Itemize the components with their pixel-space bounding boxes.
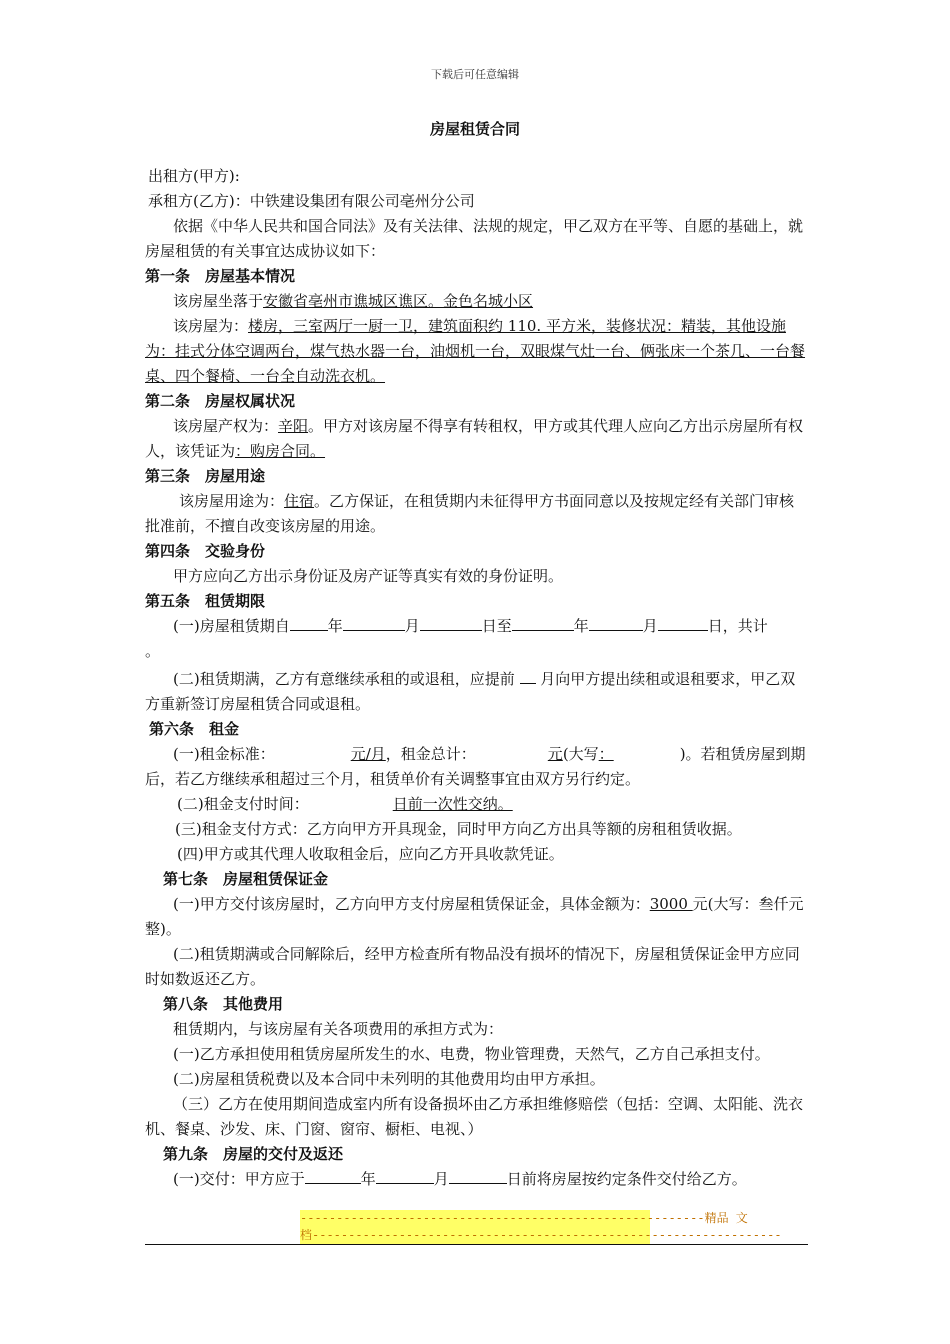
footer-watermark: --------------------------------------------------------精品 文 档----------------------------------------------------------------- bbox=[300, 1211, 782, 1242]
article-1-description: 该房屋为：楼房，三室两厅一厨一卫，建筑面积约 110. 平方米，装修状况：精装，其他设施为：挂式分体空调两台，煤气热水器一台，油烟机一台，双眼煤气灶一台、俩张床一个茶几、一台餐桌、四个餐椅、一台全自动洗衣机。 bbox=[145, 317, 806, 385]
article-3-heading: 第三条 房屋用途 bbox=[145, 467, 266, 485]
article-9-delivery: (一)交付：甲方应于 年 月 日前将房屋按约定条件交付给乙方。 bbox=[173, 1170, 747, 1188]
intro-paragraph: 依据《中华人民共和国合同法》及有关法律、法规的规定，甲乙双方在平等、自愿的基础上，就房屋租赁的有关事宜达成协议如下： bbox=[145, 217, 804, 260]
blank-field[interactable] bbox=[658, 616, 708, 631]
article-7-refund: (二)租赁期满或合同解除后，经甲方检查所有物品没有损坏的情况下，房屋租赁保证金甲方应同时如数返还乙方。 bbox=[145, 945, 800, 988]
article-8-item-2: (二)房屋租赁税费以及本合同中未列明的其他费用均由甲方承担。 bbox=[173, 1070, 605, 1088]
article-7-heading: 第七条 房屋租赁保证金 bbox=[163, 870, 329, 888]
lessee-line: 承租方(乙方)：中铁建设集团有限公司亳州分公司 bbox=[148, 192, 475, 210]
contract-body bbox=[145, 164, 809, 1192]
article-4-heading: 第四条 交验身份 bbox=[145, 542, 266, 560]
header-note: 下载后可任意编辑 bbox=[431, 68, 519, 81]
article-6-heading: 第六条 租金 bbox=[149, 720, 240, 738]
article-6-payment-method: (三)租金支付方式：乙方向甲方开具现金，同时甲方向乙方出具等额的房租租赁收据。 bbox=[175, 820, 742, 838]
blank-field[interactable] bbox=[343, 616, 405, 631]
article-8-item-3: （三）乙方在使用期间造成室内所有设备损坏由乙方承担维修赔偿（包括：空调、太阳能、洗衣机、餐桌、沙发、床、门窗、窗帘、橱柜、电视、） bbox=[145, 1095, 804, 1138]
article-1-location: 该房屋坐落于安徽省亳州市谯城区谯区。金色名城小区 bbox=[173, 292, 534, 310]
article-5-heading: 第五条 租赁期限 bbox=[145, 592, 266, 610]
blank-field[interactable] bbox=[449, 1169, 507, 1184]
article-6-rent-standard: (一)租金标准： 元/月，租金总计： 元(大写： )。若租赁房屋到期后，若乙方继续承租超过三个月，租赁单价有关调整事宜由双方另行约定。 bbox=[145, 745, 806, 788]
article-5-term: (一)房屋租赁期自 年 月 日至 年 月 日，共计 。 bbox=[145, 617, 768, 660]
article-9-heading: 第九条 房屋的交付及返还 bbox=[163, 1145, 344, 1163]
blank-field[interactable] bbox=[589, 616, 643, 631]
article-5-renewal: (二)租赁期满，乙方有意继续承租的或退租，应提前 月向甲方提出续租或退租要求，甲乙双方重新签订房屋租赁合同或退租。 bbox=[145, 670, 796, 713]
article-6-payment-time: (二)租金支付时间： 日前一次性交纳。 bbox=[177, 795, 513, 813]
footer-divider bbox=[145, 1244, 808, 1245]
blank-field[interactable] bbox=[512, 616, 574, 631]
blank-field[interactable] bbox=[376, 1169, 434, 1184]
document-title: 房屋租赁合同 bbox=[429, 120, 520, 138]
blank-field[interactable] bbox=[305, 1169, 361, 1184]
blank-field[interactable] bbox=[290, 616, 328, 631]
article-6-receipt: (四)甲方或其代理人收取租金后，应向乙方开具收款凭证。 bbox=[177, 845, 564, 863]
article-4-paragraph: 甲方应向乙方出示身份证及房产证等真实有效的身份证明。 bbox=[173, 567, 564, 585]
article-1-heading: 第一条 房屋基本情况 bbox=[145, 267, 296, 285]
article-8-item-1: (一)乙方承担使用租赁房屋所发生的水、电费，物业管理费，天然气，乙方自己承担支付。 bbox=[173, 1045, 770, 1063]
article-3-paragraph: 该房屋用途为：住宿。乙方保证，在租赁期内未征得甲方书面同意以及按规定经有关部门审核批准前，不擅自改变该房屋的用途。 bbox=[145, 492, 795, 535]
article-7-deposit: (一)甲方交付该房屋时，乙方向甲方支付房屋租赁保证金，具体金额为：3000 元(大写：叁仟元整)。 bbox=[145, 895, 804, 938]
article-8-heading: 第八条 其他费用 bbox=[163, 995, 284, 1013]
lessor-line: 出租方(甲方): bbox=[148, 167, 240, 185]
blank-field[interactable] bbox=[420, 616, 482, 631]
article-2-heading: 第二条 房屋权属状况 bbox=[145, 392, 296, 410]
article-2-paragraph: 该房屋产权为：辛阳。甲方对该房屋不得享有转租权，甲方或其代理人应向乙方出示房屋所有权人，该凭证为：购房合同。 bbox=[145, 417, 804, 460]
article-8-intro: 租赁期内，与该房屋有关各项费用的承担方式为： bbox=[173, 1020, 504, 1038]
blank-field[interactable] bbox=[520, 669, 536, 684]
